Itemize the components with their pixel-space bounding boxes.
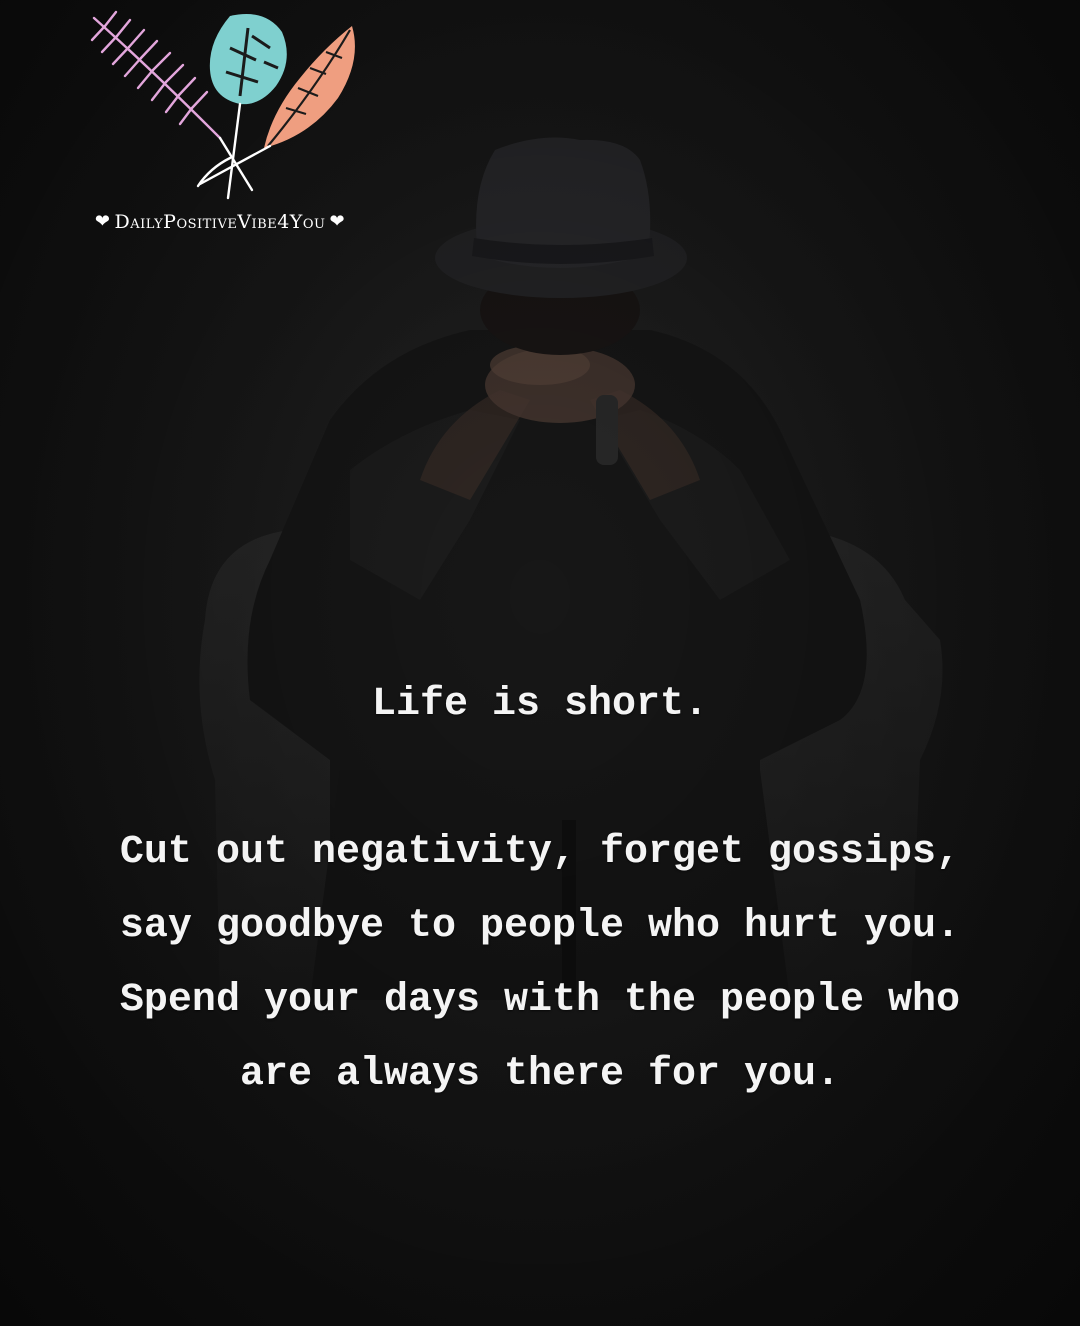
brand-name-text: DailyPositiveVibe4You <box>114 211 326 233</box>
heart-right-icon: ❤ <box>329 211 346 232</box>
leaves-logo-icon <box>80 8 360 208</box>
quote-line-5: are always there for you. <box>239 1052 841 1097</box>
quote-text-block <box>40 668 1040 1112</box>
quote-line-4: Spend your days with the people who <box>119 978 961 1023</box>
brand-logo <box>60 8 380 248</box>
quote-line-3: say goodbye to people who hurt you. <box>119 904 961 949</box>
heart-left-icon: ❤ <box>94 211 111 232</box>
quote-line-1: Life is short. <box>371 682 709 727</box>
quote-line-2: Cut out negativity, forget gossips, <box>119 830 961 875</box>
quote-paragraph-gap <box>40 742 1040 816</box>
brand-name <box>60 211 380 233</box>
